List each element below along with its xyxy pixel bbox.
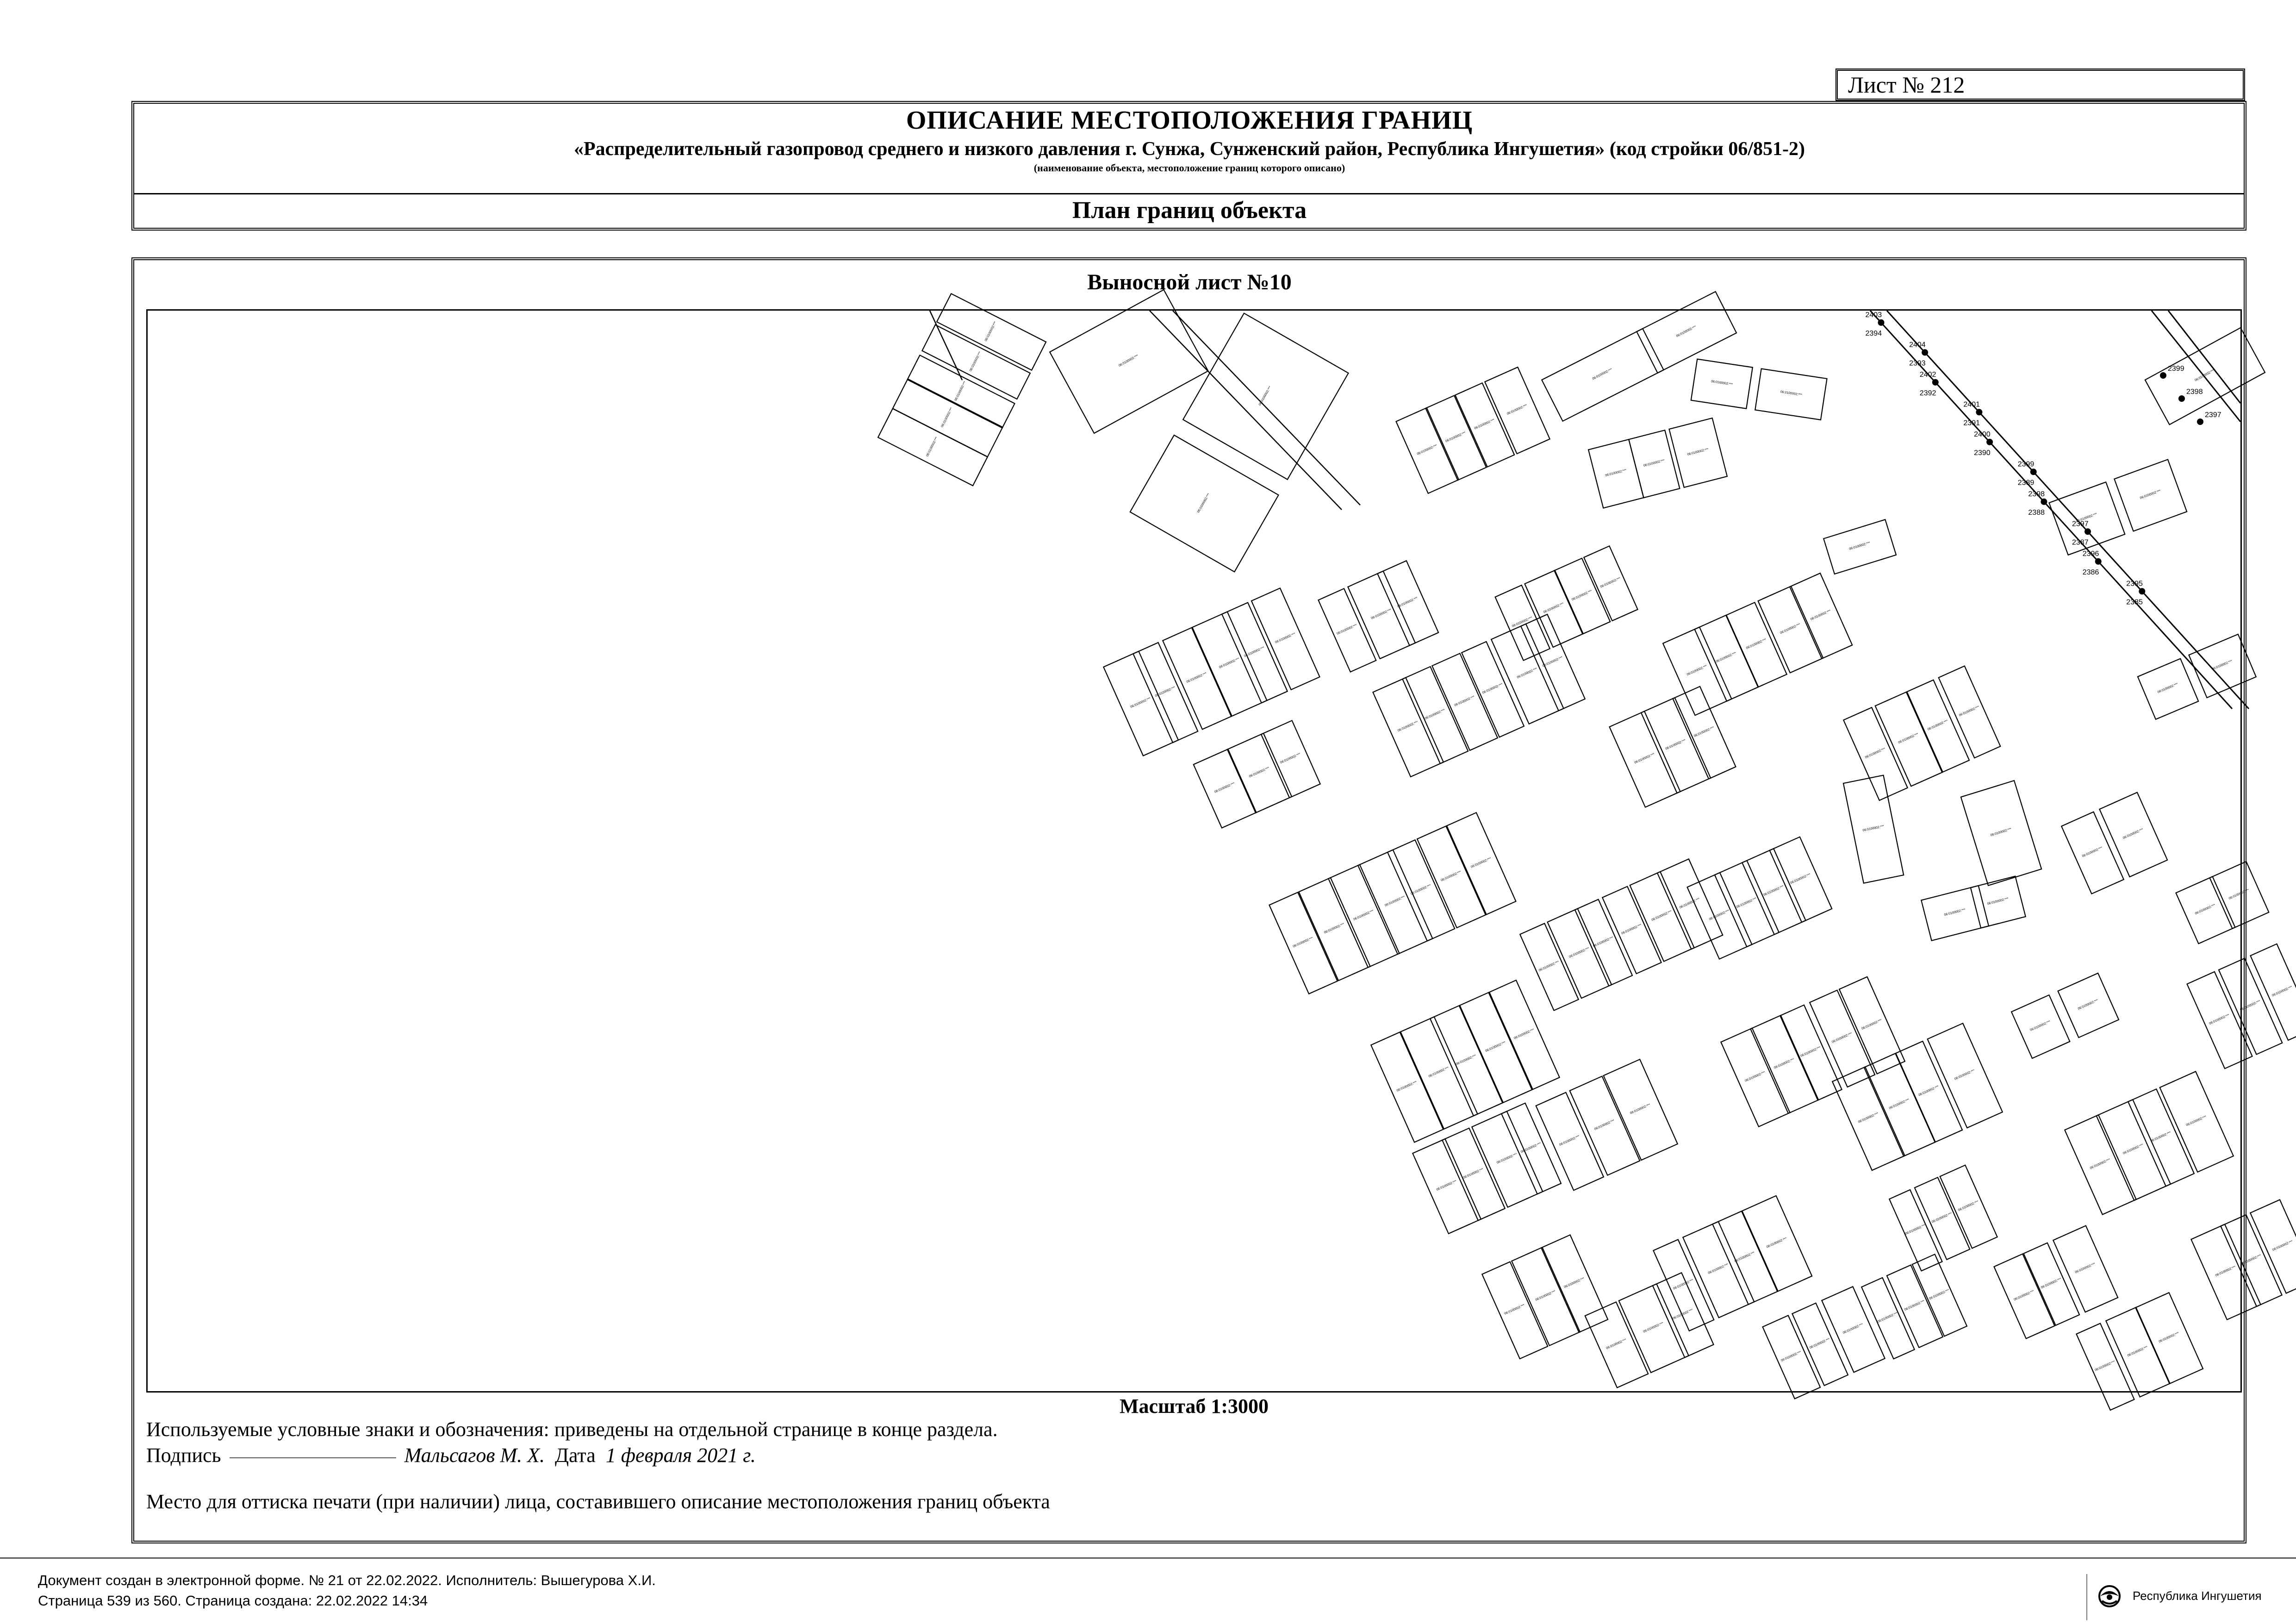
boundary-point-marker bbox=[2178, 395, 2185, 402]
parcel-block bbox=[2187, 944, 2296, 1068]
boundary-point-marker bbox=[2030, 468, 2037, 475]
parcel-number: 06:0100002:*** bbox=[1715, 651, 1737, 664]
boundary-point-label: 2398 bbox=[2028, 490, 2045, 498]
parcel-number: 06:0100002:*** bbox=[1780, 390, 1802, 397]
leaf-title: Выносной лист №10 bbox=[1087, 270, 1292, 294]
parcel-block bbox=[1889, 1165, 1997, 1271]
street-boundary-line bbox=[930, 311, 962, 380]
boundary-point-label: 2398 bbox=[2186, 388, 2203, 396]
parcel-number: 06:0100002:*** bbox=[1593, 1119, 1615, 1131]
parcel-number: 06:0100002:*** bbox=[1454, 695, 1475, 707]
ingushetia-emblem-icon bbox=[2096, 1582, 2123, 1610]
parcel-number: 06:0100002:*** bbox=[2240, 1254, 2262, 1266]
parcel-number: 06:0100002:*** bbox=[1665, 738, 1686, 751]
parcel-number: 06:0100002:*** bbox=[1370, 608, 1392, 620]
parcel-number: 06:0100002:*** bbox=[1397, 720, 1419, 733]
parcel-number: 06:0100002:*** bbox=[1280, 752, 1301, 765]
parcel-number: 06:0100002:*** bbox=[1482, 682, 1503, 695]
parcel-number: 06:0100002:*** bbox=[1687, 448, 1709, 456]
parcel-number: 06:0100002:*** bbox=[1621, 923, 1643, 936]
parcel-number: 06:0100002:*** bbox=[1186, 672, 1207, 684]
parcel-block bbox=[2076, 1293, 2203, 1410]
parcel-number: 06:0100002:*** bbox=[1744, 1071, 1766, 1083]
boundary-point-label: 2396 bbox=[2082, 550, 2099, 558]
parcel-number: 06:0100002:*** bbox=[1987, 897, 2009, 906]
parcel-block bbox=[1130, 313, 1349, 572]
parcel-number: 06:0100002:*** bbox=[1958, 1200, 1979, 1212]
boundary-point-label: 2391 bbox=[1963, 419, 1980, 427]
parcel-number: 06:0100002:*** bbox=[1219, 657, 1240, 669]
boundary-point-label: 2397 bbox=[2072, 520, 2089, 528]
parcel-number: 06:0100002:*** bbox=[1470, 857, 1492, 869]
parcel-block bbox=[1520, 859, 1723, 1011]
parcel-number: 06:0100002:*** bbox=[1736, 897, 1757, 909]
parcel-block bbox=[1194, 720, 1320, 828]
boundary-point-label: 2393 bbox=[1909, 359, 1926, 368]
boundary-point-marker bbox=[2160, 372, 2166, 379]
signature-line bbox=[230, 1457, 396, 1458]
parcel-block bbox=[1269, 812, 1516, 994]
parcel-number: 06:0100002:*** bbox=[2081, 846, 2103, 858]
parcel-number: 06:0100002:*** bbox=[1605, 1338, 1627, 1350]
boundary-point-marker bbox=[2095, 558, 2102, 565]
parcel-number: 06:0100002:*** bbox=[1651, 910, 1673, 922]
parcel-number: 06:0100002:*** bbox=[2271, 985, 2293, 998]
parcel-number: 06:0100002:*** bbox=[1154, 686, 1176, 698]
signature-row bbox=[146, 1443, 756, 1467]
parcel-block bbox=[1961, 781, 2041, 886]
boundary-point-marker bbox=[2041, 499, 2047, 505]
parcel-number: 06:0100002:*** bbox=[1773, 1058, 1795, 1070]
parcel-number: 06:0100002:*** bbox=[926, 436, 939, 457]
cadastral-map[interactable] bbox=[146, 309, 2294, 1393]
signature-date: 1 февраля 2021 г. bbox=[605, 1444, 756, 1467]
parcel-block bbox=[1653, 1196, 1812, 1331]
parcel-number: 06:0100002:*** bbox=[1568, 947, 1590, 959]
parcel-block bbox=[2049, 460, 2187, 555]
parcel-number: 06:0100002:*** bbox=[1848, 541, 1871, 551]
parcel-block bbox=[1319, 561, 1439, 672]
parcel-number: 06:0100002:*** bbox=[2150, 1131, 2172, 1143]
document-title: ОПИСАНИЕ МЕСТОПОЛОЖЕНИЯ ГРАНИЦ bbox=[906, 106, 1473, 135]
parcel-number: 06:0100002:*** bbox=[1831, 1032, 1853, 1044]
parcel-number: 06:0100002:*** bbox=[1512, 616, 1533, 628]
parcel-number: 06:0100002:*** bbox=[1673, 1279, 1694, 1291]
parcel-number: 06:0100002:*** bbox=[2157, 682, 2179, 694]
parcel-number: 06:0100002:*** bbox=[2209, 1013, 2230, 1026]
boundary-point-label: 2390 bbox=[1974, 449, 1991, 457]
parcel-number: 06:0100002:*** bbox=[1474, 418, 1495, 431]
parcel-number: 06:0100002:*** bbox=[1672, 1308, 1694, 1321]
parcel-number: 06:0100002:*** bbox=[1679, 897, 1700, 910]
parcel-number: 06:0100002:*** bbox=[1861, 1018, 1883, 1031]
parcel-block bbox=[1843, 775, 1904, 883]
parcel-number: 06:0100002:*** bbox=[1436, 1180, 1457, 1192]
parcel-number: 06:0100002:*** bbox=[1643, 1321, 1664, 1334]
boundary-point-marker bbox=[1976, 409, 1982, 415]
boundary-point-label: 2401 bbox=[1963, 400, 1980, 409]
parcel-number: 06:0100002:*** bbox=[1336, 624, 1358, 636]
parcel-number: 06:0100002:*** bbox=[1864, 747, 1886, 760]
parcel-number: 06:0100002:*** bbox=[2041, 1277, 2062, 1290]
legend-note: Используемые условные знаки и обозначения: приведены на отдельной странице в конце раздела. bbox=[146, 1418, 998, 1441]
parcel-number: 06:0100002:*** bbox=[1734, 1251, 1755, 1263]
parcel-number: 06:0100002:*** bbox=[2094, 1360, 2116, 1372]
signer-name: Мальсагов М. Х. bbox=[404, 1444, 545, 1467]
footer-divider bbox=[0, 1557, 2296, 1559]
parcel-number: 06:0100002:*** bbox=[2074, 1262, 2096, 1274]
parcel-number: 06:0100002:*** bbox=[1630, 1103, 1651, 1115]
parcel-number: 06:0100002:*** bbox=[1643, 459, 1665, 468]
parcel-number: 06:0100002:*** bbox=[1898, 732, 1919, 745]
parcel-number: 06:0100002:*** bbox=[1118, 354, 1139, 368]
parcel-number: 06:0100002:*** bbox=[2076, 512, 2098, 523]
parcel-number: 06:0100002:*** bbox=[1931, 1212, 1953, 1224]
boundary-point-marker bbox=[1922, 349, 1928, 356]
parcel-block bbox=[2138, 634, 2256, 719]
parcel-number: 06:0100002:*** bbox=[1593, 936, 1614, 948]
parcel-number: 06:0100002:*** bbox=[940, 407, 954, 428]
parcel-number: 06:0100002:*** bbox=[1258, 386, 1272, 406]
parcel-block bbox=[2061, 793, 2167, 894]
parcel-number: 06:0100002:*** bbox=[1686, 664, 1708, 677]
parcel-number: 06:0100002:*** bbox=[1766, 1237, 1787, 1249]
parcel-block bbox=[1994, 1226, 2118, 1339]
boundary-point-label: 2399 bbox=[2017, 460, 2035, 468]
parcel-block bbox=[1763, 1287, 1885, 1399]
parcel-number: 06:0100002:*** bbox=[1563, 1277, 1585, 1289]
boundary-point-label: 2389 bbox=[2017, 479, 2035, 487]
boundary-point-marker bbox=[1878, 319, 1885, 326]
parcel-block bbox=[1610, 687, 1736, 807]
parcel-block bbox=[1861, 1254, 1967, 1359]
parcel-number: 06:0100002:*** bbox=[1599, 577, 1621, 589]
parcel-number: 06:0100002:*** bbox=[1990, 827, 2012, 837]
parcel-number: 06:0100002:*** bbox=[1958, 705, 1980, 718]
parcel-number: 06:0100002:*** bbox=[1248, 766, 1270, 779]
parcel-block bbox=[2065, 1072, 2234, 1215]
parcel-number: 06:0100002:*** bbox=[954, 381, 967, 402]
parcel-block bbox=[1482, 1235, 1608, 1359]
parcel-number: 06:0100002:*** bbox=[2089, 1158, 2111, 1170]
parcel-block bbox=[1823, 519, 1896, 574]
parcel-number: 06:0100002:*** bbox=[1535, 1290, 1556, 1302]
parcel-number: 06:0100002:*** bbox=[2211, 659, 2233, 671]
parcel-number: 06:0100002:*** bbox=[2228, 888, 2250, 900]
parcel-number: 06:0100002:*** bbox=[1397, 596, 1419, 609]
parcel-number: 06:0100002:*** bbox=[1538, 960, 1560, 973]
boundary-point-label: 2385 bbox=[2126, 598, 2143, 606]
parcel-block bbox=[1103, 588, 1319, 756]
parcel-number: 06:0100002:*** bbox=[1513, 1028, 1535, 1040]
parcel-block bbox=[1373, 614, 1585, 777]
parcel-number: 06:0100002:*** bbox=[1542, 656, 1563, 668]
parcel-block bbox=[1921, 876, 2025, 941]
parcel-number: 06:0100002:*** bbox=[1384, 895, 1406, 907]
parcel-number: 06:0100002:*** bbox=[1810, 609, 1831, 621]
parcel-number: 06:0100002:*** bbox=[1520, 1142, 1542, 1154]
footer-page-info: Страница 539 из 560. Страница создана: 22.02.2022 14:34 bbox=[38, 1593, 428, 1609]
boundary-point-label: 2403 bbox=[1865, 311, 1882, 319]
parcel-number: 06:0100002:*** bbox=[1842, 1323, 1864, 1335]
parcel-number: 06:0100002:*** bbox=[1292, 936, 1314, 949]
parcel-number: 06:0100002:*** bbox=[2139, 489, 2161, 500]
footer-separator bbox=[2086, 1574, 2087, 1620]
parcel-number: 06:0100002:*** bbox=[1559, 1135, 1580, 1147]
parcel-outline bbox=[2251, 944, 2296, 1040]
parcel-number: 06:0100002:*** bbox=[1918, 1085, 1940, 1097]
plan-title: План границ объекта bbox=[1072, 197, 1307, 224]
parcel-block bbox=[1542, 292, 1736, 421]
parcel-number: 06:0100002:*** bbox=[2127, 1345, 2148, 1358]
parcel-number: 06:0100002:*** bbox=[1197, 493, 1211, 514]
parcel-block bbox=[1663, 573, 1852, 715]
parcel-block bbox=[1396, 367, 1550, 493]
parcel-block bbox=[1495, 546, 1638, 660]
parcel-number: 06:0100002:*** bbox=[1496, 1152, 1518, 1165]
parcel-block bbox=[1721, 977, 1905, 1127]
parcel-number: 06:0100002:*** bbox=[1353, 909, 1375, 922]
parcel-number: 06:0100002:*** bbox=[1244, 646, 1265, 658]
boundary-point-label: 2402 bbox=[1919, 370, 1936, 379]
footer-brand: Республика Ингушетия bbox=[2133, 1589, 2262, 1603]
boundary-point-label: 2397 bbox=[2205, 411, 2221, 419]
parcel-number: 06:0100002:*** bbox=[1506, 404, 1528, 416]
parcel-block bbox=[1050, 290, 1208, 433]
parcel-number: 06:0100002:*** bbox=[2029, 1020, 2051, 1032]
parcel-number: 06:0100002:*** bbox=[1323, 922, 1345, 935]
parcel-number: 06:0100002:*** bbox=[2240, 999, 2261, 1012]
parcel-number: 06:0100002:*** bbox=[1693, 726, 1715, 738]
parcel-number: 06:0100002:*** bbox=[1130, 697, 1151, 709]
cadastral-map-drawing bbox=[148, 311, 2294, 1391]
boundary-point-marker bbox=[2139, 588, 2145, 594]
object-name: «Распределительный газопровод среднего и низкого давления г. Сунжа, Сунженский район, Республика Ингушетия» (код стройки 06/851-2) bbox=[574, 138, 1805, 160]
parcel-number: 06:0100002:*** bbox=[1605, 468, 1627, 478]
boundary-point-label: 2392 bbox=[1919, 389, 1936, 397]
parcel-number: 06:0100002:*** bbox=[1445, 431, 1467, 443]
parcel-number: 06:0100002:*** bbox=[1780, 1350, 1802, 1362]
stamp-place-note: Место для оттиска печати (при наличии) лица, составившего описание местоположения границ объекта bbox=[146, 1490, 1050, 1513]
footer-document-info: Документ создан в электронной форме. № 21 от 22.02.2022. Исполнитель: Вышегурова Х.И. bbox=[38, 1572, 656, 1588]
parcel-number: 06:0100002:*** bbox=[1592, 368, 1613, 381]
parcel-number: 06:0100002:*** bbox=[2272, 1240, 2294, 1252]
parcel-block bbox=[1832, 1023, 2003, 1170]
parcel-number: 06:0100002:*** bbox=[1877, 1312, 1898, 1324]
parcel-number: 06:0100002:*** bbox=[1888, 1098, 1910, 1110]
parcel-number: 06:0100002:*** bbox=[1929, 1288, 1950, 1301]
parcel-number: 06:0100002:*** bbox=[1440, 870, 1462, 882]
parcel-number: 06:0100002:*** bbox=[2194, 903, 2216, 916]
pipeline-boundary-line bbox=[2168, 311, 2240, 403]
pipeline-boundary-line bbox=[1887, 311, 2249, 709]
parcel-outline bbox=[2250, 1200, 2296, 1293]
boundary-point-label: 2387 bbox=[2072, 538, 2089, 547]
parcel-number: 06:0100002:*** bbox=[1634, 752, 1655, 765]
parcel-number: 06:0100002:*** bbox=[1275, 632, 1296, 644]
parcel-number: 06:0100002:*** bbox=[1904, 1299, 1925, 1312]
parcel-block bbox=[1371, 980, 1559, 1142]
parcel-number: 06:0100002:*** bbox=[1780, 623, 1801, 635]
parcel-block bbox=[878, 294, 1046, 486]
parcel-number: 06:0100002:*** bbox=[1214, 782, 1236, 794]
parcel-number: 06:0100002:*** bbox=[1708, 909, 1730, 921]
boundary-point-label: 2399 bbox=[2168, 365, 2184, 373]
parcel-number: 06:0100002:*** bbox=[1396, 1081, 1418, 1093]
pipeline-boundary-line bbox=[2152, 311, 2240, 422]
street-boundary-line bbox=[1173, 311, 1360, 505]
parcel-number: 06:0100002:*** bbox=[2194, 369, 2215, 382]
parcel-number: 06:0100002:*** bbox=[1927, 719, 1948, 731]
parcel-number: 06:0100002:*** bbox=[1516, 667, 1538, 680]
parcel-number: 06:0100002:*** bbox=[2013, 1289, 2035, 1302]
parcel-number: 06:0100002:*** bbox=[1455, 1054, 1477, 1066]
parcel-number: 06:0100002:*** bbox=[1428, 1066, 1450, 1079]
parcel-number: 06:0100002:*** bbox=[1462, 1168, 1484, 1180]
boundary-point-marker bbox=[2084, 528, 2091, 535]
parcel-number: 06:0100002:*** bbox=[1571, 589, 1593, 602]
parcel-number: 06:0100002:*** bbox=[969, 351, 982, 372]
parcel-block bbox=[2176, 862, 2269, 943]
boundary-point-label: 2404 bbox=[1909, 341, 1926, 349]
parcel-number: 06:0100002:*** bbox=[1857, 1112, 1879, 1124]
boundary-point-label: 2395 bbox=[2126, 580, 2143, 588]
parcel-number: 06:0100002:*** bbox=[1504, 1304, 1525, 1316]
parcel-number: 06:0100002:*** bbox=[2215, 1265, 2236, 1278]
street-boundary-line bbox=[1150, 311, 1342, 510]
date-label: Дата bbox=[555, 1444, 596, 1467]
boundary-point-label: 2394 bbox=[1865, 329, 1882, 337]
parcel-number: 06:0100002:*** bbox=[2185, 1115, 2207, 1127]
parcel-number: 06:0100002:*** bbox=[1862, 824, 1885, 832]
parcel-number: 06:0100002:*** bbox=[1904, 1224, 1926, 1236]
parcel-block bbox=[1588, 418, 1727, 508]
parcel-number: 06:0100002:*** bbox=[2122, 828, 2144, 840]
boundary-point-label: 2388 bbox=[2028, 508, 2045, 517]
boundary-point-label: 2386 bbox=[2082, 568, 2099, 576]
parcel-number: 06:0100002:*** bbox=[1711, 380, 1733, 387]
boundary-point-marker bbox=[2197, 418, 2203, 425]
parcel-block bbox=[2011, 973, 2119, 1058]
parcel-number: 06:0100002:*** bbox=[1424, 708, 1446, 721]
signature-label: Подпись bbox=[146, 1444, 221, 1467]
parcel-number: 06:0100002:*** bbox=[2122, 1143, 2144, 1156]
parcel-number: 06:0100002:*** bbox=[1675, 325, 1697, 338]
boundary-point-marker bbox=[1932, 379, 1939, 386]
parcel-block bbox=[1585, 1273, 1714, 1387]
parcel-number: 06:0100002:*** bbox=[1410, 884, 1432, 896]
parcel-number: 06:0100002:*** bbox=[1763, 885, 1785, 897]
parcel-number: 06:0100002:*** bbox=[1800, 1046, 1822, 1058]
parcel-block bbox=[1691, 359, 1827, 420]
parcel-block bbox=[1412, 1103, 1561, 1234]
parcel-number: 06:0100002:*** bbox=[1745, 638, 1767, 650]
parcel-block bbox=[1843, 666, 2000, 800]
parcel-number: 06:0100002:*** bbox=[1790, 873, 1811, 885]
boundary-point-label: 2400 bbox=[1974, 430, 1991, 438]
parcel-number: 06:0100002:*** bbox=[2077, 999, 2099, 1011]
parcel-number: 06:0100002:*** bbox=[1543, 602, 1564, 614]
sheet-number: Лист № 212 bbox=[1836, 69, 2245, 101]
object-name-note: (наименование объекта, местоположение границ которого описано) bbox=[1033, 162, 1345, 174]
parcel-number: 06:0100002:*** bbox=[1485, 1041, 1506, 1053]
parcel-number: 06:0100002:*** bbox=[1954, 1069, 1976, 1081]
parcel-number: 06:0100002:*** bbox=[1707, 1263, 1729, 1275]
parcel-number: 06:0100002:*** bbox=[1416, 444, 1438, 456]
boundary-point-marker bbox=[1986, 439, 1993, 445]
parcel-number: 06:0100002:*** bbox=[1944, 908, 1966, 917]
parcel-number: 06:0100002:*** bbox=[2158, 1331, 2180, 1344]
parcel-number: 06:0100002:*** bbox=[984, 321, 997, 342]
parcel-number: 06:0100002:*** bbox=[1809, 1337, 1830, 1350]
map-scale: Масштаб 1:3000 bbox=[1119, 1395, 1269, 1418]
header-divider bbox=[134, 193, 2244, 194]
